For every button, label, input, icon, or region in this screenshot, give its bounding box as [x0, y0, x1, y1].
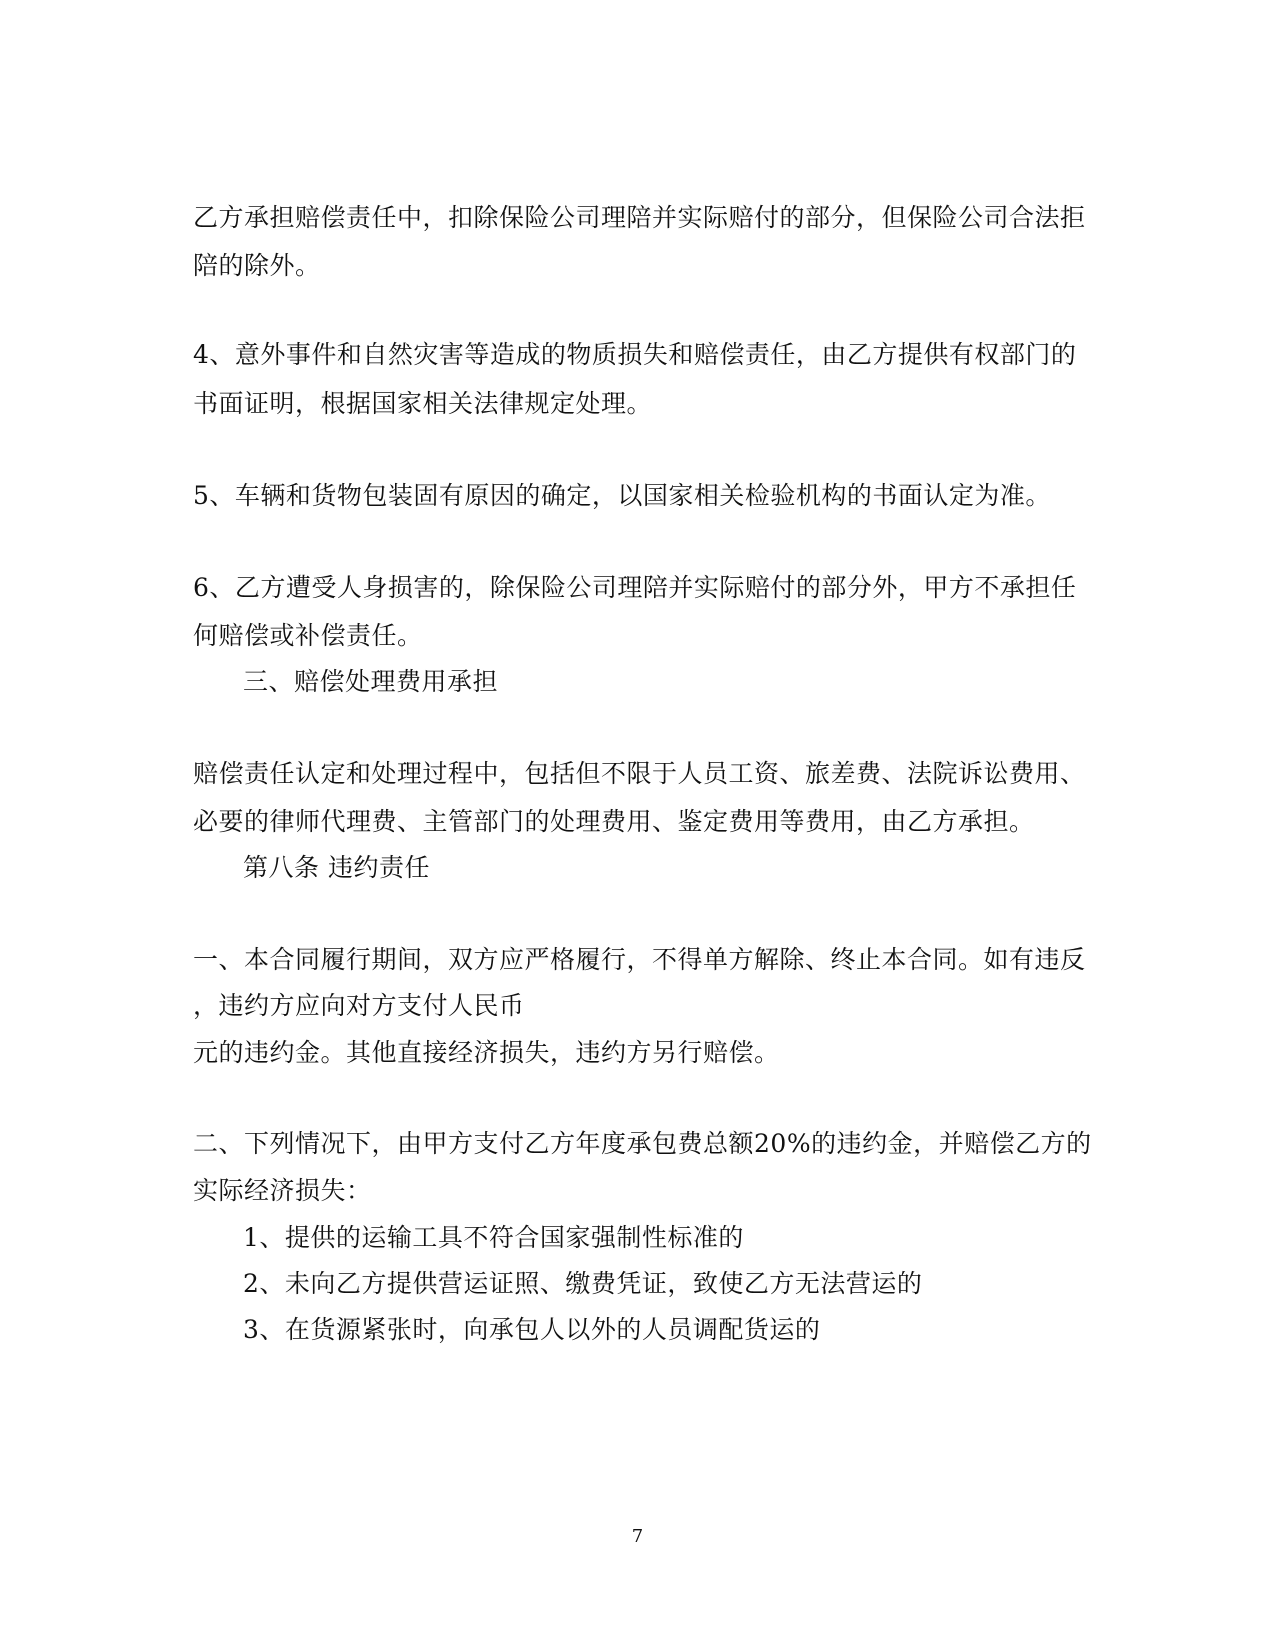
paragraph-line: 5、车辆和货物包装固有原因的确定，以国家相关检验机构的书面认定为准。 [193, 481, 1051, 510]
paragraph-line: 陪的除外。 [193, 251, 321, 280]
paragraph-line: ，违约方应向对方支付人民币 [193, 991, 525, 1020]
list-item: 1、提供的运输工具不符合国家强制性标准的 [243, 1223, 744, 1252]
paragraph-line: 乙方承担赔偿责任中，扣除保险公司理陪并实际赔付的部分，但保险公司合法拒 [193, 203, 1086, 232]
article-heading: 第八条 违约责任 [243, 853, 430, 882]
page-number: 7 [631, 1526, 644, 1547]
paragraph-line: 6、乙方遭受人身损害的，除保险公司理陪并实际赔付的部分外，甲方不承担任 [193, 573, 1077, 602]
paragraph-line: 何赔偿或补偿责任。 [193, 621, 423, 650]
paragraph-line: 元的违约金。其他直接经济损失，违约方另行赔偿。 [193, 1038, 780, 1067]
paragraph-line: 一、本合同履行期间，双方应严格履行，不得单方解除、终止本合同。如有违反 [193, 945, 1086, 974]
list-item: 3、在货源紧张时，向承包人以外的人员调配货运的 [243, 1315, 821, 1344]
section-heading: 三、赔偿处理费用承担 [243, 667, 499, 696]
paragraph-line: 二、下列情况下，由甲方支付乙方年度承包费总额20%的违约金，并赔偿乙方的 [193, 1129, 1092, 1158]
paragraph-line: 实际经济损失： [193, 1176, 372, 1205]
paragraph-line: 赔偿责任认定和处理过程中，包括但不限于人员工资、旅差费、法院诉讼费用、 [193, 759, 1086, 788]
paragraph-line: 书面证明，根据国家相关法律规定处理。 [193, 389, 653, 418]
paragraph-line: 4、意外事件和自然灾害等造成的物质损失和赔偿责任，由乙方提供有权部门的 [193, 340, 1077, 369]
paragraph-line: 必要的律师代理费、主管部门的处理费用、鉴定费用等费用，由乙方承担。 [193, 807, 1035, 836]
list-item: 2、未向乙方提供营运证照、缴费凭证，致使乙方无法营运的 [243, 1269, 923, 1298]
